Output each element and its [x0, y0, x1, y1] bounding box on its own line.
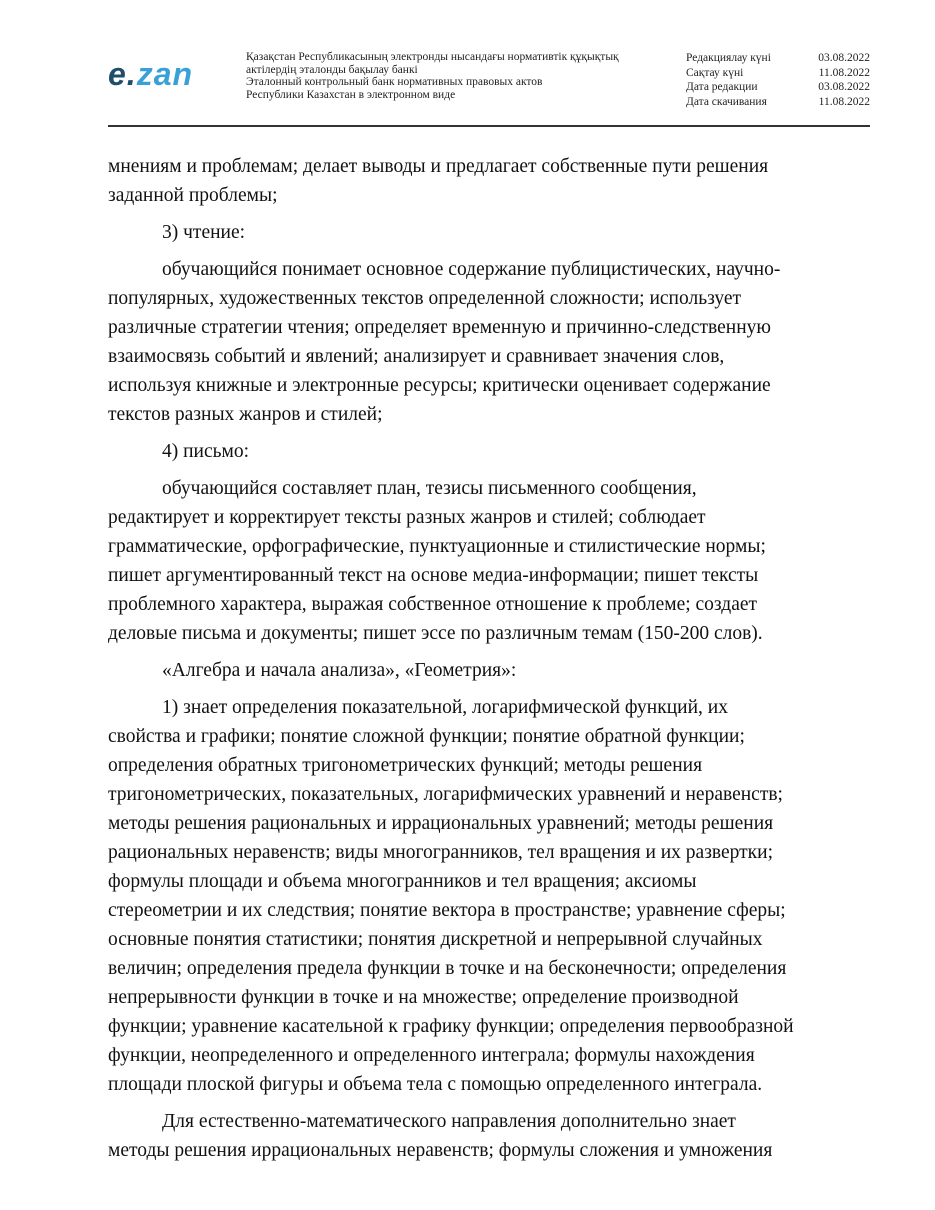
text-line: заданной проблемы;: [108, 185, 278, 206]
text-line: обучающийся понимает основное содержание публицистических, научно-: [162, 259, 781, 280]
logo-e: e: [108, 56, 127, 92]
meta-label: Редакциялау күні: [686, 52, 771, 64]
text-line: функции, неопределенного и определенного интеграла; формулы нахождения: [108, 1045, 755, 1066]
text-line: деловые письма и документы; пишет эссе по различным темам (150-200 слов).: [108, 623, 763, 644]
meta-row-download-date-ru: [686, 95, 870, 110]
text-line: методы решения иррациональных неравенств; формулы сложения и умножения: [108, 1140, 773, 1161]
paragraph-math-heading: [108, 656, 870, 685]
text-line: рациональных неравенств; виды многогранников, тел вращения и их развертки;: [108, 842, 774, 863]
description-line: Қазақстан Республикасының электронды нысандағы нормативтік құқықтық: [246, 51, 619, 63]
document-body: [108, 152, 870, 1173]
text-line: основные понятия статистики; понятия дискретной и непрерывной случайных: [108, 929, 763, 950]
text-line: 1) знает определения показательной, логарифмической функций, их: [162, 697, 728, 718]
meta-value: 03.08.2022: [818, 81, 870, 93]
meta-row-edit-date-ru: [686, 80, 870, 95]
text-line: Для естественно-математического направления дополнительно знает: [162, 1111, 736, 1132]
text-line: редактирует и корректирует тексты разных жанров и стилей; соблюдает: [108, 507, 706, 528]
meta-label: Дата редакции: [686, 81, 758, 93]
bank-description: [246, 51, 666, 101]
text-line: текстов разных жанров и стилей;: [108, 404, 383, 425]
text-line: используя книжные и электронные ресурсы; критически оценивает содержание: [108, 375, 771, 396]
meta-value: 11.08.2022: [818, 66, 870, 79]
text-line: «Алгебра и начала анализа», «Геометрия»:: [162, 660, 517, 681]
paragraph-natural-math-direction: [108, 1107, 870, 1165]
paragraph-reading: [108, 255, 870, 429]
text-line: определения обратных тригонометрических функций; методы решения: [108, 755, 703, 776]
meta-label: Сақтау күні: [686, 66, 744, 79]
text-line: 3) чтение:: [162, 222, 246, 243]
meta-row-save-date-kz: [686, 66, 870, 81]
text-line: площади плоской фигуры и объема тела с помощью определенного интеграла.: [108, 1074, 763, 1095]
meta-row-edit-date-kz: [686, 51, 870, 66]
logo-zan: zan: [136, 56, 194, 92]
text-line: стереометрии и их следствия; понятие вектора в пространстве; уравнение сферы;: [108, 900, 786, 921]
description-line: Эталонный контрольный банк нормативных правовых актов: [246, 76, 543, 88]
document-dates: [686, 51, 870, 109]
header-divider: [108, 125, 870, 127]
text-line: 4) письмо:: [162, 441, 250, 462]
text-line: функции; уравнение касательной к графику функции; определения первообразной: [108, 1016, 794, 1037]
text-line: величин; определения предела функции в точке и на бесконечности; определения: [108, 958, 787, 979]
text-line: обучающийся составляет план, тезисы письменного сообщения,: [162, 478, 697, 499]
logo-dot: .: [126, 56, 137, 92]
description-line: Республики Казахстан в электронном виде: [246, 88, 456, 101]
paragraph-continuation: [108, 152, 870, 210]
paragraph-reading-heading: [108, 218, 870, 247]
text-line: взаимосвязь событий и явлений; анализирует и сравнивает значения слов,: [108, 346, 725, 367]
text-line: грамматические, орфографические, пунктуационные и стилистические нормы;: [108, 536, 766, 557]
text-line: тригонометрических, показательных, логарифмических уравнений и неравенств;: [108, 784, 783, 805]
text-line: непрерывности функции в точке и на множестве; определение производной: [108, 987, 739, 1008]
text-line: методы решения рациональных и иррациональных уравнений; методы решения: [108, 813, 774, 834]
paragraph-math: [108, 693, 870, 1099]
text-line: мнениям и проблемам; делает выводы и предлагает собственные пути решения: [108, 156, 769, 177]
ezan-logo: [108, 56, 193, 92]
description-line: актілердің эталонды бақылау банкі: [246, 63, 418, 76]
text-line: проблемного характера, выражая собственное отношение к проблеме; создает: [108, 594, 758, 615]
meta-value: 03.08.2022: [818, 52, 870, 64]
text-line: популярных, художественных текстов определенной сложности; использует: [108, 288, 742, 309]
meta-label: Дата скачивания: [686, 95, 767, 108]
text-line: свойства и графики; понятие сложной функции; понятие обратной функции;: [108, 726, 745, 747]
meta-value: 11.08.2022: [818, 95, 870, 108]
text-line: различные стратегии чтения; определяет временную и причинно-следственную: [108, 317, 771, 338]
paragraph-writing: [108, 474, 870, 648]
paragraph-writing-heading: [108, 437, 870, 466]
page-header: [108, 48, 870, 110]
text-line: формулы площади и объема многогранников и тел вращения; аксиомы: [108, 871, 697, 892]
text-line: пишет аргументированный текст на основе медиа-информации; пишет тексты: [108, 565, 759, 586]
